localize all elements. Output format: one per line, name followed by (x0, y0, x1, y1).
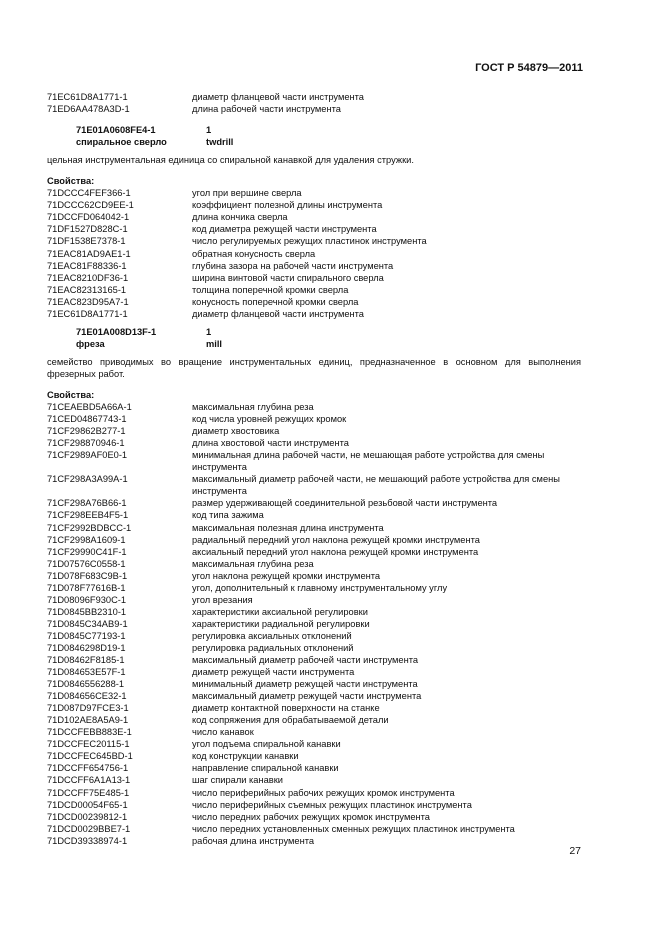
property-row (47, 618, 581, 630)
properties-title: Свойства: (47, 176, 95, 187)
property-row (47, 248, 581, 260)
property-code: 71D0845C34AB9-1 (47, 618, 128, 629)
property-code: 71D08462F8185-1 (47, 655, 125, 666)
property-code: 71D0846556288-1 (47, 679, 125, 690)
property-row (47, 750, 581, 762)
property-description: максимальный диаметр рабочей части, не мешающий работе устройства для смены инструмента (192, 474, 560, 497)
property-row (47, 413, 581, 425)
property-description: глубина зазора на рабочей части инструмента (192, 260, 394, 271)
property-description: диаметр режущей части инструмента (192, 667, 355, 678)
property-row (47, 726, 581, 738)
property-description: максимальная глубина реза (192, 558, 314, 569)
property-code: 71CF2998A1609-1 (47, 534, 126, 545)
property-code: 71EAC81F88336-1 (47, 260, 127, 271)
entry-heading (76, 124, 581, 136)
property-description: конусность поперечной кромки сверла (192, 296, 359, 307)
property-code: 71CF29990C41F-1 (47, 546, 127, 557)
property-code: 71EAC82313165-1 (47, 284, 127, 295)
property-description: шаг спирали канавки (192, 775, 283, 786)
entry-name: спиральное сверло (76, 137, 167, 148)
property-description: число передних установленных сменных режущих пластинок инструмента (192, 823, 515, 834)
entry-twdrill (47, 124, 581, 320)
property-description: диаметр хвостовика (192, 426, 280, 437)
property-description: длина рабочей части инструмента (192, 104, 341, 115)
property-code: 71EC61D8A1771-1 (47, 308, 128, 319)
property-description: обратная конусность сверла (192, 248, 316, 259)
property-row (47, 473, 581, 497)
property-list (47, 401, 581, 847)
property-description: число регулируемых режущих пластинок инструмента (192, 236, 427, 247)
property-code: 71CF298A76B66-1 (47, 498, 127, 509)
page-number: 27 (569, 845, 581, 857)
property-description: длина хвостовой части инструмента (192, 438, 349, 449)
property-row (47, 594, 581, 606)
property-description: радиальный передний угол наклона режущей кромки инструмента (192, 534, 480, 545)
property-description: направление спиральной канавки (192, 763, 339, 774)
property-code: 71DCCFEC20115-1 (47, 739, 130, 750)
property-description: максимальный диаметр рабочей части инструмента (192, 655, 419, 666)
property-description: минимальная длина рабочей части, не мешающая работе устройства для смены инструмента (192, 450, 545, 473)
property-description: код типа зажима (192, 510, 264, 521)
entry-code: 71E01A008D13F-1 (76, 326, 157, 337)
document-standard-header: ГОСТ Р 54879—2011 (475, 62, 583, 74)
property-description: длина кончика сверла (192, 212, 288, 223)
property-row (47, 630, 581, 642)
entry-definition: цельная инструментальная единица со спиральной канавкой для удаления стружки. (47, 155, 414, 166)
entry-symbol: mill (206, 338, 223, 349)
property-row (47, 762, 581, 774)
property-description: регулировка аксиальных отклонений (192, 630, 352, 641)
property-row (47, 823, 581, 835)
property-description: максимальная полезная длина инструмента (192, 522, 384, 533)
property-row (47, 449, 581, 473)
property-code: 71DCD0029BBE7-1 (47, 823, 131, 834)
property-code: 71D102AE8A5A9-1 (47, 715, 129, 726)
property-row (47, 272, 581, 284)
property-code: 71D0845BB2310-1 (47, 606, 127, 617)
property-code: 71DCCFF75E485-1 (47, 787, 130, 798)
property-description: код сопряжения для обрабатываемой детали (192, 715, 389, 726)
property-row (47, 774, 581, 786)
property-description: максимальный диаметр режущей части инструмента (192, 691, 422, 702)
property-description: число периферийных рабочих режущих кромок инструмента (192, 787, 455, 798)
property-code: 71EAC81AD9AE1-1 (47, 248, 131, 259)
property-code: 71D07576C0558-1 (47, 558, 126, 569)
property-row (47, 401, 581, 413)
property-row (47, 91, 581, 103)
property-description: угол наклона режущей кромки инструмента (192, 570, 381, 581)
property-code: 71D087D97FCE3-1 (47, 703, 129, 714)
property-description: угол, дополнительный к главному инструментальному углу (192, 582, 448, 593)
property-code: 71DCCC4FEF366-1 (47, 188, 131, 199)
property-description: рабочая длина инструмента (192, 835, 315, 846)
property-code: 71CF298870946-1 (47, 438, 125, 449)
property-row (47, 534, 581, 546)
property-code: 71CF29862B277-1 (47, 426, 126, 437)
property-code: 71D08096F930C-1 (47, 594, 127, 605)
property-description: код диаметра режущей части инструмента (192, 224, 377, 235)
property-code: 71CED04867743-1 (47, 414, 127, 425)
property-code: 71DF1538E7378-1 (47, 236, 126, 247)
property-row (47, 787, 581, 799)
property-row (47, 702, 581, 714)
property-description: толщина поперечной кромки сверла (192, 284, 349, 295)
property-code: 71DCD00239812-1 (47, 811, 128, 822)
property-code: 71EAC823D95A7-1 (47, 296, 129, 307)
entry-level: 1 (206, 326, 212, 337)
property-code: 71CF2989AF0E0-1 (47, 450, 128, 461)
entry-heading (76, 326, 581, 338)
property-code: 71D084653E57F-1 (47, 667, 126, 678)
property-row (47, 437, 581, 449)
intro-property-list (47, 91, 581, 115)
property-code: 71CF2992BDBCC-1 (47, 522, 132, 533)
property-row (47, 714, 581, 726)
entry-definition: семейство приводимых во вращение инструментальных единиц, предназначенное в основном для выполнения фрезерных работ. (47, 356, 581, 379)
property-row (47, 582, 581, 594)
property-code: 71DCD00054F65-1 (47, 799, 128, 810)
property-row (47, 497, 581, 509)
document-body (47, 91, 581, 847)
property-description: минимальный диаметр режущей части инструмента (192, 679, 418, 690)
property-row (47, 654, 581, 666)
property-code: 71D0845C77193-1 (47, 630, 126, 641)
property-row (47, 642, 581, 654)
property-code: 71DCCC62CD9EE-1 (47, 200, 134, 211)
entry-level: 1 (206, 125, 212, 136)
property-row (47, 187, 581, 199)
property-code: 71D078F683C9B-1 (47, 570, 128, 581)
property-description: код конструкции канавки (192, 751, 299, 762)
property-code: 71CEAEBD5A66A-1 (47, 402, 132, 413)
property-code: 71DCCFF654756-1 (47, 763, 129, 774)
property-row (47, 509, 581, 521)
property-row (47, 211, 581, 223)
property-code: 71ED6AA478A3D-1 (47, 104, 130, 115)
property-description: код числа уровней режущих кромок (192, 414, 347, 425)
property-description: диаметр фланцевой части инструмента (192, 308, 364, 319)
property-code: 71D0846298D19-1 (47, 642, 126, 653)
property-code: 71DCCFD064042-1 (47, 212, 130, 223)
property-row (47, 235, 581, 247)
property-description: характеристики радиальной регулировки (192, 618, 370, 629)
property-row (47, 666, 581, 678)
entry-mill (47, 326, 581, 847)
property-description: число передних рабочих режущих кромок инструмента (192, 811, 430, 822)
property-description: угол врезания (192, 594, 253, 605)
property-code: 71DCCFEBB883E-1 (47, 727, 132, 738)
property-row (47, 308, 581, 320)
property-row (47, 425, 581, 437)
entry-symbol: twdrill (206, 137, 234, 148)
property-description: диаметр фланцевой части инструмента (192, 92, 364, 102)
property-row (47, 811, 581, 823)
property-description: ширина винтовой части спирального сверла (192, 272, 384, 283)
entry-code: 71E01A0608FE4-1 (76, 125, 156, 136)
property-row (47, 606, 581, 618)
property-row (47, 799, 581, 811)
property-code: 71CF298EEB4F5-1 (47, 510, 129, 521)
property-description: размер удерживающей соединительной резьбовой части инструмента (192, 498, 498, 509)
property-description: число канавок (192, 727, 254, 738)
properties-title: Свойства: (47, 389, 95, 400)
property-description: угол подъема спиральной канавки (192, 739, 341, 750)
property-description: число периферийных съемных режущих пластинок инструмента (192, 799, 472, 810)
property-description: аксиальный передний угол наклона режущей кромки инструмента (192, 546, 479, 557)
property-code: 71CF298A3A99A-1 (47, 474, 128, 485)
property-description: максимальная глубина реза (192, 402, 314, 413)
property-row (47, 835, 581, 847)
property-row (47, 738, 581, 750)
property-list (47, 187, 581, 320)
property-row (47, 296, 581, 308)
entry-name: фреза (76, 338, 105, 349)
property-code: 71D078F77616B-1 (47, 582, 126, 593)
entry-heading-names (76, 338, 581, 350)
property-row (47, 284, 581, 296)
property-row (47, 690, 581, 702)
property-code: 71DCCFF6A1A13-1 (47, 775, 131, 786)
property-code: 71D084656CE32-1 (47, 691, 127, 702)
property-description: регулировка радиальных отклонений (192, 642, 354, 653)
property-description: диаметр контактной поверхности на станке (192, 703, 380, 714)
property-code: 71EAC8210DF36-1 (47, 272, 129, 283)
property-description: характеристики аксиальной регулировки (192, 606, 368, 617)
property-row (47, 522, 581, 534)
property-description: коэффициент полезной длины инструмента (192, 200, 383, 211)
property-row (47, 103, 581, 115)
property-row (47, 223, 581, 235)
entry-heading-names (76, 136, 581, 148)
property-row (47, 199, 581, 211)
property-row (47, 260, 581, 272)
property-description: угол при вершине сверла (192, 188, 302, 199)
property-row (47, 558, 581, 570)
property-code: 71DF1527D828C-1 (47, 224, 128, 235)
property-row (47, 678, 581, 690)
property-code: 71EC61D8A1771-1 (47, 92, 128, 102)
property-code: 71DCCFEC645BD-1 (47, 751, 133, 762)
property-row (47, 570, 581, 582)
property-row (47, 546, 581, 558)
property-code: 71DCD39338974-1 (47, 835, 128, 846)
